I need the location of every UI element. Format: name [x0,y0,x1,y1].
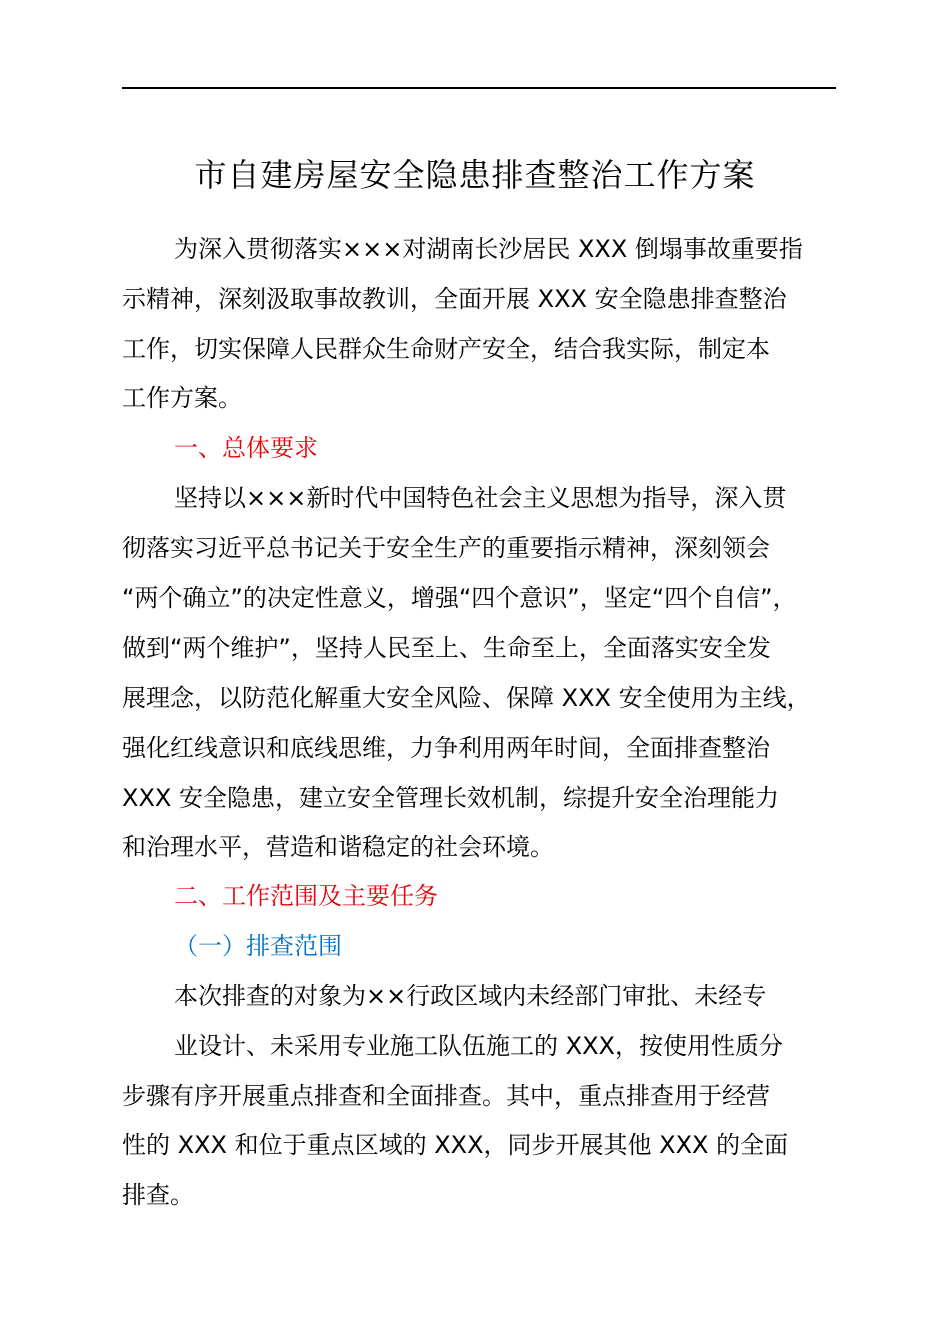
subsection-heading-inspection-scope: （一）排查范围 [174,932,342,960]
paragraph-line: “两个确立”的决定性意义，增强“四个意识”，坚定“四个自信”， [122,584,797,612]
paragraph-line: 彻落实习近平总书记关于安全生产的重要指示精神，深刻领会 [122,534,770,562]
paragraph-line: 强化红线意识和底线思维，力争利用两年时间，全面排查整治 [122,734,770,762]
header-rule [122,87,836,89]
paragraph-line: 步骤有序开展重点排查和全面排查。其中，重点排查用于经营 [122,1082,770,1110]
paragraph-line: 展理念，以防范化解重大安全风险、保障 XXX 安全使用为主线， [122,684,811,712]
document-title: 市自建房屋安全隐患排查整治工作方案 [194,156,756,194]
intro-line: 示精神，深刻汲取事故教训，全面开展 XXX 安全隐患排查整治 [122,285,787,313]
intro-line: 工作方案。 [122,384,242,412]
paragraph-line: 做到“两个维护”，坚持人民至上、生命至上，全面落实安全发 [122,634,771,662]
intro-line: 工作，切实保障人民群众生命财产安全，结合我实际，制定本 [122,335,770,363]
section-heading-scope-and-tasks: 二、工作范围及主要任务 [174,882,438,910]
section-heading-overall-requirements: 一、总体要求 [174,434,318,462]
paragraph-line: 排查。 [122,1181,194,1209]
paragraph-line: 性的 XXX 和位于重点区域的 XXX，同步开展其他 XXX 的全面 [122,1131,789,1159]
paragraph-line: 坚持以×××新时代中国特色社会主义思想为指导，深入贯 [174,484,787,512]
paragraph-line: 本次排查的对象为××行政区域内未经部门审批、未经专 [174,982,767,1010]
paragraph-line: XXX 安全隐患，建立安全管理长效机制，综提升安全治理能力 [122,784,779,812]
intro-line: 为深入贯彻落实×××对湖南长沙居民 XXX 倒塌事故重要指 [174,235,803,263]
paragraph-line: 业设计、未采用专业施工队伍施工的 XXX，按使用性质分 [174,1032,783,1060]
paragraph-line: 和治理水平，营造和谐稳定的社会环境。 [122,833,554,861]
